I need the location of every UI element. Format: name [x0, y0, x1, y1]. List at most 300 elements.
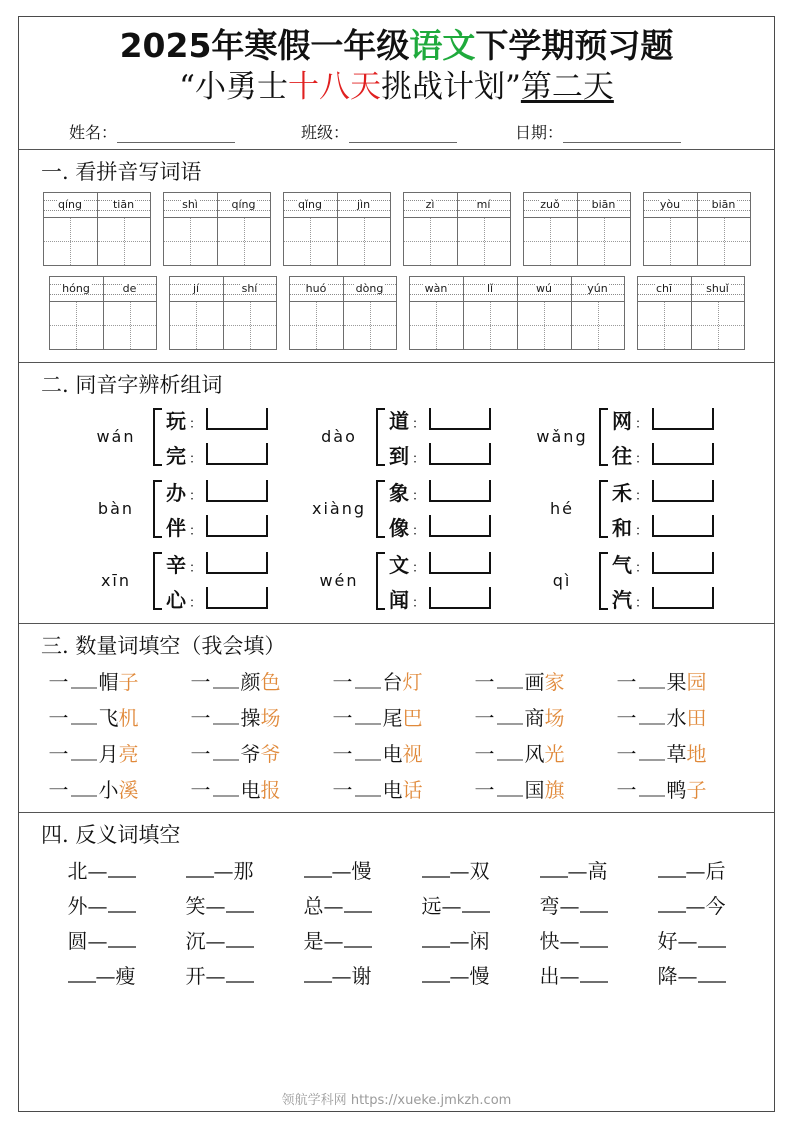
noun-char-1: 颜 — [240, 669, 261, 694]
character-writing-square[interactable] — [170, 302, 223, 349]
measure-word-numeral: 一 — [616, 777, 637, 802]
character-writing-square[interactable] — [692, 302, 744, 349]
pinyin-label-area — [410, 277, 463, 302]
pinyin-cell[interactable] — [283, 192, 337, 266]
measure-word-item — [191, 738, 319, 767]
character-writing-square[interactable] — [290, 302, 343, 349]
colon: ： — [188, 451, 202, 467]
antonym-word-left: 出 — [539, 963, 560, 988]
character-writing-square[interactable] — [698, 218, 750, 265]
measure-word-item — [49, 738, 177, 767]
colon: ： — [635, 488, 649, 504]
pinyin-word-box — [289, 276, 397, 350]
answer-blank-box[interactable] — [206, 408, 268, 430]
measure-word-item — [333, 774, 461, 803]
measure-word-row — [33, 774, 760, 803]
noun-char-1: 果 — [666, 669, 687, 694]
pinyin-syllable: shí — [241, 282, 258, 296]
antonym-item — [282, 855, 394, 884]
section-measure-words — [33, 624, 760, 812]
character-writing-square[interactable] — [98, 218, 150, 265]
measure-word-numeral: 一 — [474, 741, 495, 766]
measure-word-blank[interactable] — [71, 710, 97, 725]
homophone-pairs — [166, 477, 268, 541]
antonym-blank-right[interactable] — [108, 933, 136, 948]
character-writing-square[interactable] — [404, 218, 457, 265]
character-writing-square[interactable] — [524, 218, 577, 265]
pinyin-cell[interactable] — [637, 276, 691, 350]
antonym-blank-right[interactable] — [226, 968, 254, 983]
class-field — [301, 120, 457, 143]
pinyin-cell[interactable] — [571, 276, 625, 350]
antonym-word-left: 降 — [657, 963, 678, 988]
homophone-line — [389, 405, 491, 434]
noun-char-1: 操 — [240, 705, 261, 730]
pinyin-syllable: yòu — [659, 198, 681, 212]
antonym-item — [636, 925, 748, 954]
antonym-container — [33, 855, 760, 989]
character-writing-square[interactable] — [578, 218, 630, 265]
answer-blank-box[interactable] — [429, 443, 491, 465]
pinyin-word-box — [523, 192, 631, 266]
homophone-line — [166, 440, 268, 469]
name-label: 姓名： — [69, 122, 118, 142]
noun-char-1: 小 — [98, 777, 119, 802]
homophone-pinyin: bàn — [97, 499, 135, 519]
answer-blank-box[interactable] — [429, 480, 491, 502]
measure-word-blank[interactable] — [355, 746, 381, 761]
brace-bracket — [153, 552, 162, 610]
answer-blank-box[interactable] — [206, 552, 268, 574]
name-input[interactable] — [117, 129, 235, 143]
antonym-item — [46, 960, 158, 989]
antonym-blank-left[interactable] — [186, 863, 214, 878]
dash: — — [87, 928, 108, 953]
homophone-line — [166, 405, 268, 434]
brace-bracket — [599, 480, 608, 538]
pinyin-cell[interactable] — [457, 192, 511, 266]
measure-word-blank[interactable] — [497, 746, 523, 761]
noun-char-1: 月 — [98, 741, 119, 766]
character-writing-square[interactable] — [284, 218, 337, 265]
measure-word-numeral: 一 — [332, 669, 353, 694]
pinyin-syllable: lǐ — [486, 282, 494, 296]
character-writing-square[interactable] — [218, 218, 270, 265]
pinyin-cell[interactable] — [409, 276, 463, 350]
dash: — — [677, 928, 698, 953]
dash: — — [441, 893, 462, 918]
measure-word-numeral: 一 — [190, 741, 211, 766]
answer-blank-box[interactable] — [206, 480, 268, 502]
pinyin-label-area — [458, 193, 510, 218]
subtitle-highlight: 十八天 — [288, 69, 381, 106]
antonym-blank-right[interactable] — [108, 898, 136, 913]
noun-char-1: 草 — [666, 741, 687, 766]
pinyin-label-area — [170, 277, 223, 302]
measure-word-item — [333, 702, 461, 731]
antonym-blank-right[interactable] — [226, 898, 254, 913]
homophone-character: 办 — [165, 480, 186, 505]
section4-heading: 四. 反义词填空 — [41, 822, 181, 847]
answer-blank-box[interactable] — [652, 587, 714, 609]
homophone-container — [33, 405, 760, 613]
noun-char-2: 场 — [260, 705, 281, 730]
antonym-blank-right[interactable] — [108, 863, 136, 878]
homophone-pairs — [389, 477, 491, 541]
antonym-blank-right[interactable] — [698, 968, 726, 983]
noun-char-2: 园 — [686, 669, 707, 694]
antonym-item — [400, 960, 512, 989]
homophone-character: 网 — [612, 408, 632, 433]
homophone-character: 和 — [612, 515, 632, 540]
measure-word-blank[interactable] — [213, 710, 239, 725]
pinyin-syllable: dòng — [355, 282, 384, 296]
student-info-row — [33, 120, 760, 143]
noun-char-2: 爷 — [260, 741, 281, 766]
homophone-line — [612, 512, 714, 541]
pinyin-cell[interactable] — [97, 192, 151, 266]
dash: — — [205, 893, 226, 918]
noun-char-2: 光 — [544, 741, 565, 766]
homophone-character: 玩 — [165, 408, 186, 433]
antonym-item — [282, 960, 394, 989]
antonym-word-right: 慢 — [469, 963, 490, 988]
pinyin-grid-row — [33, 276, 760, 350]
pinyin-label-area — [644, 193, 697, 218]
measure-word-blank[interactable] — [639, 746, 665, 761]
pinyin-label-area — [578, 193, 630, 218]
antonym-blank-right[interactable] — [580, 968, 608, 983]
measure-word-blank[interactable] — [497, 710, 523, 725]
homophone-group — [302, 477, 491, 541]
antonym-item — [518, 855, 630, 884]
homophone-character: 文 — [388, 552, 409, 577]
measure-word-item — [617, 702, 745, 731]
pinyin-cell[interactable] — [163, 192, 217, 266]
character-writing-square[interactable] — [410, 302, 463, 349]
character-writing-square[interactable] — [338, 218, 390, 265]
antonym-item — [518, 925, 630, 954]
pinyin-cell[interactable] — [49, 276, 103, 350]
antonym-item — [164, 890, 276, 919]
measure-word-item — [49, 702, 177, 731]
measure-word-numeral: 一 — [616, 705, 637, 730]
answer-blank-box[interactable] — [429, 408, 491, 430]
measure-word-blank[interactable] — [213, 674, 239, 689]
homophone-pairs — [612, 549, 714, 613]
noun-char-2: 地 — [686, 741, 707, 766]
measure-word-container — [33, 666, 760, 803]
measure-word-item — [191, 774, 319, 803]
noun-char-2: 色 — [260, 669, 281, 694]
character-writing-square[interactable] — [518, 302, 571, 349]
measure-word-item — [333, 666, 461, 695]
measure-word-item — [475, 666, 603, 695]
homophone-character: 往 — [612, 443, 632, 468]
measure-word-blank[interactable] — [355, 782, 381, 797]
character-writing-square[interactable] — [644, 218, 697, 265]
antonym-blank-left[interactable] — [68, 968, 96, 983]
pinyin-cell[interactable] — [223, 276, 277, 350]
antonym-item — [636, 855, 748, 884]
dash: — — [331, 858, 352, 883]
pinyin-word-box — [283, 192, 391, 266]
pinyin-cell[interactable] — [697, 192, 751, 266]
homophone-character: 辛 — [165, 552, 186, 577]
pinyin-word-box — [409, 276, 625, 350]
pinyin-cell[interactable] — [337, 192, 391, 266]
antonym-item — [518, 890, 630, 919]
measure-word-numeral: 一 — [332, 777, 353, 802]
antonym-blank-left[interactable] — [540, 863, 568, 878]
pinyin-cell[interactable] — [577, 192, 631, 266]
antonym-blank-right[interactable] — [226, 933, 254, 948]
answer-blank-box[interactable] — [652, 443, 714, 465]
answer-blank-box[interactable] — [206, 443, 268, 465]
measure-word-blank[interactable] — [639, 710, 665, 725]
pinyin-cell[interactable] — [169, 276, 223, 350]
pinyin-word-box — [169, 276, 277, 350]
character-writing-square[interactable] — [572, 302, 624, 349]
antonym-blank-right[interactable] — [580, 933, 608, 948]
subtitle-part1: “小勇士 — [179, 69, 288, 106]
colon: ： — [188, 595, 202, 611]
antonym-blank-left[interactable] — [658, 898, 686, 913]
antonym-word-left: 是 — [303, 928, 324, 953]
pinyin-syllable: wú — [536, 282, 552, 296]
antonym-blank-left[interactable] — [422, 863, 450, 878]
answer-blank-box[interactable] — [429, 552, 491, 574]
measure-word-item — [49, 774, 177, 803]
dash: — — [449, 858, 470, 883]
antonym-blank-left[interactable] — [422, 968, 450, 983]
answer-blank-box[interactable] — [652, 515, 714, 537]
homophone-line — [166, 549, 268, 578]
dash: — — [323, 928, 344, 953]
antonym-item — [400, 890, 512, 919]
pinyin-syllable: shì — [182, 198, 198, 212]
answer-blank-box[interactable] — [206, 515, 268, 537]
measure-word-item — [191, 666, 319, 695]
antonym-blank-right[interactable] — [462, 898, 490, 913]
noun-char-2: 旗 — [544, 777, 565, 802]
measure-word-blank[interactable] — [355, 674, 381, 689]
character-writing-square[interactable] — [44, 218, 97, 265]
noun-char-2: 子 — [118, 669, 139, 694]
date-label: 日期： — [515, 122, 564, 142]
answer-blank-box[interactable] — [652, 408, 714, 430]
noun-char-1: 电 — [240, 777, 261, 802]
measure-word-numeral: 一 — [190, 777, 211, 802]
answer-blank-box[interactable] — [429, 587, 491, 609]
antonym-word-left: 远 — [421, 893, 442, 918]
section-homophones — [33, 363, 760, 623]
character-writing-square[interactable] — [638, 302, 691, 349]
answer-blank-box[interactable] — [652, 480, 714, 502]
pinyin-cell[interactable] — [523, 192, 577, 266]
noun-char-2: 报 — [260, 777, 281, 802]
homophone-character: 伴 — [165, 515, 186, 540]
measure-word-blank[interactable] — [213, 782, 239, 797]
pinyin-cell[interactable] — [43, 192, 97, 266]
measure-word-blank[interactable] — [71, 746, 97, 761]
character-writing-square[interactable] — [104, 302, 156, 349]
noun-char-1: 电 — [382, 741, 403, 766]
dash: — — [213, 858, 234, 883]
footer-watermark — [33, 1089, 760, 1111]
homophone-line — [612, 477, 714, 506]
character-writing-square[interactable] — [344, 302, 396, 349]
noun-char-2: 子 — [686, 777, 707, 802]
pinyin-syllable: zuǒ — [540, 198, 560, 212]
dash: — — [87, 893, 108, 918]
dash: — — [323, 893, 344, 918]
antonym-blank-left[interactable] — [658, 863, 686, 878]
antonym-item — [164, 855, 276, 884]
noun-char-1: 爷 — [240, 741, 261, 766]
noun-char-1: 水 — [666, 705, 687, 730]
homophone-pinyin: dào — [321, 427, 357, 447]
answer-blank-box[interactable] — [652, 552, 714, 574]
noun-char-2: 机 — [118, 705, 139, 730]
homophone-character: 完 — [165, 443, 186, 468]
measure-word-blank[interactable] — [639, 674, 665, 689]
antonym-word-right: 慢 — [351, 858, 372, 883]
pinyin-cell[interactable] — [217, 192, 271, 266]
antonym-blank-left[interactable] — [422, 933, 450, 948]
antonym-blank-left[interactable] — [304, 863, 332, 878]
brace-bracket — [376, 480, 385, 538]
measure-word-row — [33, 702, 760, 731]
homophone-pinyin: wén — [319, 571, 359, 591]
colon: ： — [188, 416, 202, 432]
measure-word-row — [33, 738, 760, 767]
noun-char-2: 田 — [686, 705, 707, 730]
pinyin-cell[interactable] — [517, 276, 571, 350]
antonym-word-left: 圆 — [67, 928, 88, 953]
pinyin-cell[interactable] — [343, 276, 397, 350]
measure-word-blank[interactable] — [71, 782, 97, 797]
character-writing-square[interactable] — [458, 218, 510, 265]
homophone-pairs — [612, 477, 714, 541]
page-title — [33, 25, 760, 66]
homophone-group — [302, 549, 491, 613]
antonym-blank-right[interactable] — [698, 933, 726, 948]
character-writing-square[interactable] — [50, 302, 103, 349]
answer-blank-box[interactable] — [429, 515, 491, 537]
homophone-line — [166, 477, 268, 506]
footer-url: https://xueke.jmkzh.com — [350, 1093, 512, 1108]
homophone-character: 道 — [388, 408, 409, 433]
noun-char-2: 视 — [402, 741, 423, 766]
antonym-blank-right[interactable] — [344, 898, 372, 913]
class-input[interactable] — [349, 129, 457, 143]
pinyin-syllable: mí — [476, 198, 491, 212]
homophone-row — [33, 549, 760, 613]
character-writing-square[interactable] — [164, 218, 217, 265]
homophone-line — [612, 584, 714, 613]
homophone-character: 汽 — [612, 587, 632, 612]
pinyin-cell[interactable] — [691, 276, 745, 350]
date-input[interactable] — [563, 129, 681, 143]
homophone-pairs — [166, 405, 268, 469]
noun-char-1: 电 — [382, 777, 403, 802]
pinyin-label-area — [344, 277, 396, 302]
title-line1-part1: 2025年寒假一年级 — [119, 26, 410, 65]
measure-word-blank[interactable] — [497, 782, 523, 797]
homophone-pairs — [166, 549, 268, 613]
antonym-blank-right[interactable] — [580, 898, 608, 913]
antonym-item — [400, 925, 512, 954]
colon: ： — [635, 523, 649, 539]
dash: — — [559, 893, 580, 918]
measure-word-item — [49, 666, 177, 695]
pinyin-cell[interactable] — [289, 276, 343, 350]
measure-word-blank[interactable] — [213, 746, 239, 761]
noun-char-2: 溪 — [118, 777, 139, 802]
antonym-word-left: 开 — [185, 963, 206, 988]
homophone-line — [389, 440, 491, 469]
measure-word-numeral: 一 — [474, 669, 495, 694]
measure-word-numeral: 一 — [474, 705, 495, 730]
pinyin-syllable: jí — [192, 282, 200, 296]
antonym-item — [46, 890, 158, 919]
noun-char-1: 尾 — [382, 705, 403, 730]
section3-heading: 三. 数量词填空（我会填） — [41, 633, 286, 658]
pinyin-syllable: chī — [655, 282, 673, 296]
pinyin-label-area — [404, 193, 457, 218]
pinyin-cell[interactable] — [463, 276, 517, 350]
homophone-line — [612, 440, 714, 469]
noun-char-1: 画 — [524, 669, 545, 694]
homophone-character: 闻 — [388, 587, 409, 612]
character-writing-square[interactable] — [464, 302, 517, 349]
homophone-line — [612, 405, 714, 434]
antonym-word-left: 沉 — [185, 928, 206, 953]
character-writing-square[interactable] — [224, 302, 276, 349]
measure-word-blank[interactable] — [71, 674, 97, 689]
measure-word-blank[interactable] — [639, 782, 665, 797]
colon: ： — [411, 416, 425, 432]
measure-word-numeral: 一 — [48, 705, 69, 730]
antonym-word-right: 瘦 — [115, 963, 136, 988]
antonym-blank-right[interactable] — [344, 933, 372, 948]
pinyin-label-area — [50, 277, 103, 302]
measure-word-blank[interactable] — [497, 674, 523, 689]
pinyin-cell[interactable] — [403, 192, 457, 266]
noun-char-1: 帽 — [98, 669, 119, 694]
measure-word-numeral: 一 — [616, 741, 637, 766]
noun-char-2: 家 — [544, 669, 565, 694]
antonym-word-right: 闲 — [469, 928, 490, 953]
pinyin-syllable: yún — [587, 282, 608, 296]
homophone-group — [79, 477, 268, 541]
pinyin-syllable: zì — [425, 198, 435, 212]
measure-word-blank[interactable] — [355, 710, 381, 725]
dash: — — [449, 963, 470, 988]
pinyin-cell[interactable] — [643, 192, 697, 266]
pinyin-cell[interactable] — [103, 276, 157, 350]
antonym-blank-left[interactable] — [304, 968, 332, 983]
colon: ： — [411, 488, 425, 504]
homophone-pairs — [389, 405, 491, 469]
colon: ： — [411, 595, 425, 611]
answer-blank-box[interactable] — [206, 587, 268, 609]
homophone-pinyin: xīn — [100, 571, 131, 591]
homophone-row — [33, 405, 760, 469]
dash: — — [331, 963, 352, 988]
antonym-word-left: 弯 — [539, 893, 560, 918]
